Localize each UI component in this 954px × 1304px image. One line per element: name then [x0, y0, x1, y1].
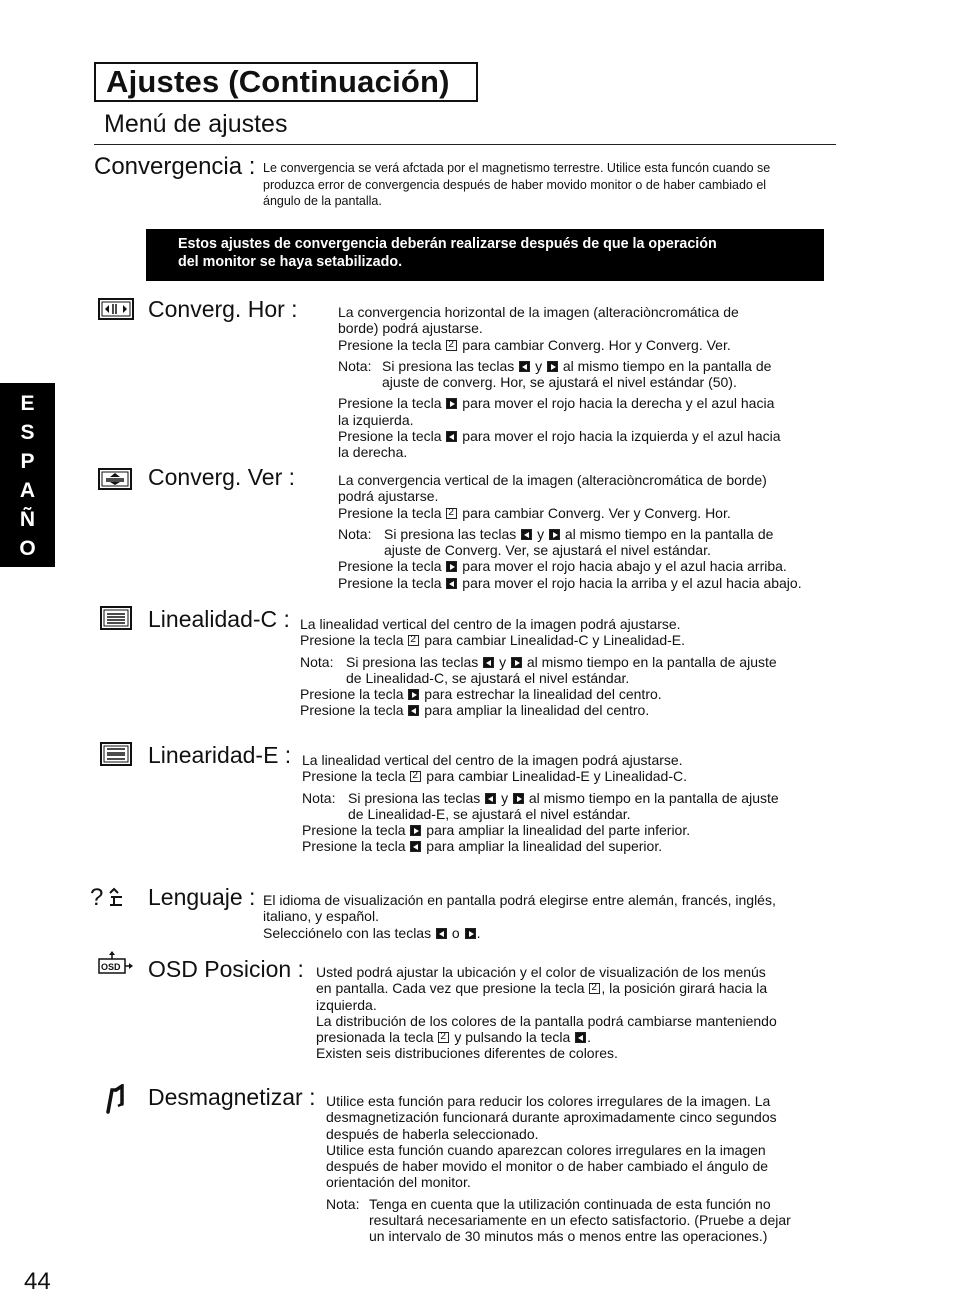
text-line: la izquierda. — [338, 411, 414, 428]
degauss-icon — [104, 1084, 130, 1114]
text-fragment: para mover el rojo hacia abajo y el azul hacia arriba. — [462, 558, 787, 575]
text-fragment: Presione la tecla — [338, 336, 442, 353]
text-line: Existen seis distribuciones diferentes de colores. — [316, 1045, 618, 1062]
note-text — [348, 790, 779, 823]
note-label: Nota: — [302, 789, 336, 806]
right-key-icon — [446, 398, 457, 409]
text-fragment: Presione la tecla — [338, 574, 442, 591]
text-line: borde) podrá ajustarse. — [338, 320, 483, 337]
header-rule — [94, 144, 836, 145]
text-line — [338, 337, 838, 353]
text-line: italiano, y español. — [263, 908, 379, 925]
key-2-icon — [408, 635, 419, 646]
osd-icon-label: OSD — [101, 962, 121, 972]
text-fragment: Presione la tecla — [300, 686, 404, 703]
horizontal-convergence-icon — [98, 298, 134, 320]
text-line: un intervalo de 30 minutos más o menos entre las operaciones.) — [369, 1228, 768, 1245]
text-line: La linealidad vertical del centro de la imagen podrá ajustarse. — [300, 616, 681, 632]
text-line — [348, 790, 779, 806]
converg-ver-heading: Converg. Ver : — [148, 464, 296, 490]
linearidad-e-body — [302, 752, 842, 855]
text-fragment: para mover el rojo hacia la izquierda y el azul hacia — [462, 428, 781, 445]
key-2-icon — [410, 771, 421, 782]
text-fragment: y pulsando la tecla — [454, 1029, 571, 1046]
page-title: Ajustes (Continuación) — [106, 64, 450, 99]
note-text — [384, 526, 773, 559]
text-line: Selecciónelo con las teclas o . — [263, 924, 481, 941]
side-tab-letter: E — [20, 392, 35, 415]
text-fragment: Si presiona las teclas — [384, 525, 517, 542]
convergencia-description — [263, 160, 823, 210]
text-line: Utilice esta función cuando aparezcan colores irregulares en la imagen — [326, 1141, 766, 1158]
text-fragment: para estrechar la linealidad del centro. — [424, 686, 662, 703]
note-block — [300, 654, 840, 687]
text-fragment: Presione la tecla — [300, 632, 404, 649]
note-text — [382, 358, 771, 391]
text-line — [300, 632, 840, 648]
osd-posicion-heading: OSD Posicion : — [148, 956, 304, 982]
warning-box — [146, 229, 824, 281]
right-key-icon — [511, 657, 522, 668]
text-line: La linealidad vertical del centro de la imagen podrá ajustarse. — [302, 752, 683, 768]
side-tab-letter: P — [20, 450, 35, 473]
text-line — [338, 558, 838, 574]
linearidad-e-heading: Linearidad-E : — [148, 742, 292, 768]
text-line — [302, 768, 842, 784]
text-line: Utilice esta función para reducir los colores irregulares de la imagen. La — [326, 1093, 771, 1109]
text-fragment: para cambiar Linealidad-C y Linealidad-E. — [424, 632, 685, 649]
left-key-icon — [446, 431, 457, 442]
linealidad-c-body — [300, 616, 840, 719]
converg-ver-body — [338, 472, 838, 591]
warning-line: Estos ajustes de convergencia deberán realizarse después de que la operación — [178, 236, 717, 252]
text-fragment: Selecciónelo con las teclas — [263, 924, 432, 941]
side-tab-letter: O — [19, 537, 36, 560]
convergencia-label: Convergencia : — [94, 153, 256, 180]
left-key-icon — [483, 657, 494, 668]
text-line: presionada la tecla 2 y pulsando la tecla . — [316, 1029, 836, 1045]
text-line: El idioma de visualización en pantalla podrá elegirse entre alemán, francés, inglés, — [263, 892, 776, 908]
note-text — [346, 654, 777, 687]
note-block — [326, 1196, 846, 1245]
text-line: izquierda. — [316, 996, 377, 1013]
svg-text:?: ? — [90, 884, 104, 911]
text-line — [338, 575, 838, 591]
note-label: Nota: — [326, 1195, 360, 1212]
text-fragment: y — [501, 789, 509, 806]
text-line — [302, 822, 842, 838]
text-line: de Linealidad-E, se ajustará el nivel estándar. — [348, 805, 631, 822]
lenguaje-heading: Lenguaje : — [148, 884, 256, 910]
text-fragment: Presione la tecla — [338, 504, 442, 521]
right-key-icon — [408, 689, 419, 700]
text-fragment: y — [537, 525, 545, 542]
text-fragment: para ampliar la linealidad del parte inferior. — [426, 822, 691, 839]
warning-line: del monitor se haya setabilizado. — [178, 253, 403, 270]
text-fragment: Presione la tecla — [302, 822, 406, 839]
text-line — [316, 980, 836, 996]
key-2-icon — [438, 1032, 449, 1043]
text-fragment: para ampliar la linealidad del centro. — [424, 702, 650, 719]
text-line — [300, 702, 840, 718]
convergencia-line: Le convergencia se verá afctada por el magnetismo terrestre. Utilice esta funcón cuando se — [263, 161, 771, 175]
right-key-icon — [513, 793, 524, 804]
text-line: ajuste de Converg. Ver, se ajustará el nivel estándar. — [384, 542, 711, 559]
text-fragment: Presione la tecla — [338, 428, 442, 445]
text-line — [346, 654, 777, 670]
text-fragment: al mismo tiempo en la pantalla de ajuste — [526, 653, 777, 670]
text-fragment: para ampliar la linealidad del superior. — [426, 838, 663, 855]
text-line: desmagnetización funcionará durante aproximadamente cinco segundos — [326, 1109, 777, 1126]
text-fragment: para cambiar Converg. Ver y Converg. Hor. — [462, 504, 731, 521]
osd-position-icon — [98, 950, 134, 978]
linealidad-c-heading: Linealidad-C : — [148, 606, 290, 632]
text-fragment: al mismo tiempo en la pantalla de — [564, 525, 774, 542]
key-2-icon — [446, 340, 457, 351]
key-2-icon — [446, 508, 457, 519]
language-icon — [90, 883, 138, 911]
text-fragment: para cambiar Linealidad-E y Linealidad-C. — [426, 768, 687, 785]
text-fragment: Presione la tecla — [302, 838, 406, 855]
text-fragment: y — [535, 357, 543, 374]
text-fragment: al mismo tiempo en la pantalla de ajuste — [528, 789, 779, 806]
left-key-icon — [410, 841, 421, 852]
text-fragment: o — [451, 924, 460, 941]
right-key-icon — [549, 529, 560, 540]
page-number: 44 — [24, 1268, 51, 1295]
text-fragment: Presione la tecla — [338, 395, 442, 412]
note-block — [302, 790, 842, 823]
right-key-icon — [547, 361, 558, 372]
left-key-icon — [408, 705, 419, 716]
right-key-icon — [410, 825, 421, 836]
side-tab-letter: Ñ — [19, 508, 36, 531]
text-line: ajuste de converg. Hor, se ajustará el nivel estándar (50). — [382, 374, 737, 391]
text-line: resultará necesariamente en un efecto satisfactorio. (Pruebe a dejar — [369, 1212, 791, 1229]
text-line: podrá ajustarse. — [338, 488, 439, 505]
text-line — [338, 428, 838, 444]
side-tab-letters — [0, 389, 55, 592]
osd-posicion-body — [316, 964, 836, 1062]
converg-hor-heading: Converg. Hor : — [148, 296, 298, 322]
text-fragment: Presione la tecla — [300, 702, 404, 719]
text-fragment: Si presiona las teclas — [382, 357, 515, 374]
text-line — [338, 395, 838, 411]
text-fragment: al mismo tiempo en la pantalla de — [562, 357, 772, 374]
note-block — [338, 358, 838, 391]
text-fragment: Si presiona las teclas — [348, 789, 481, 806]
vertical-convergence-icon — [98, 468, 132, 490]
text-line: después de haber movido el monitor o de haber cambiado el ángulo de — [326, 1158, 769, 1175]
convergencia-line: ángulo de la pantalla. — [263, 194, 382, 208]
text-fragment: Presione la tecla — [338, 558, 442, 575]
desmagnetizar-heading: Desmagnetizar : — [148, 1084, 316, 1110]
left-key-icon — [436, 928, 447, 939]
text-line: orientación del monitor. — [326, 1174, 471, 1191]
text-line — [384, 526, 773, 542]
left-key-icon — [519, 361, 530, 372]
text-fragment: , la posición girará hacia la — [601, 980, 768, 997]
text-fragment: para mover el rojo hacia la derecha y el azul hacia — [462, 395, 775, 412]
text-fragment: presionada la tecla — [316, 1029, 434, 1046]
text-fragment: Presione la tecla — [302, 768, 406, 785]
side-tab-letter: L — [21, 566, 34, 589]
lenguaje-body — [263, 892, 833, 941]
note-label: Nota: — [338, 525, 372, 542]
text-line — [382, 358, 771, 374]
desmagnetizar-body — [326, 1093, 846, 1245]
text-line: de Linealidad-C, se ajustará el nivel estándar. — [346, 669, 630, 686]
right-key-icon — [465, 928, 476, 939]
left-key-icon — [485, 793, 496, 804]
text-line: Tenga en cuenta que la utilización continuada de esta función no — [369, 1195, 771, 1212]
text-line — [338, 505, 838, 521]
key-2-icon — [589, 983, 600, 994]
text-line: Usted podrá ajustar la ubicación y el color de visualización de los menús — [316, 964, 766, 980]
text-line: La distribución de los colores de la pantalla podrá cambiarse manteniendo — [316, 1012, 777, 1029]
left-key-icon — [575, 1032, 586, 1043]
left-key-icon — [446, 578, 457, 589]
center-linearity-icon — [100, 606, 132, 630]
note-label: Nota: — [300, 653, 334, 670]
text-fragment: y — [499, 653, 507, 670]
text-fragment: para cambiar Converg. Hor y Converg. Ver. — [462, 336, 731, 353]
note-label: Nota: — [338, 357, 372, 374]
side-tab-letter: A — [19, 479, 36, 502]
text-line — [300, 686, 840, 702]
text-line: La convergencia vertical de la imagen (alteraciòncromática de borde) — [338, 472, 767, 488]
note-text — [369, 1196, 791, 1245]
text-fragment: para mover el rojo hacia la arriba y el azul hacia abajo. — [462, 574, 802, 591]
edge-linearity-icon — [100, 742, 132, 766]
left-key-icon — [521, 529, 532, 540]
right-key-icon — [446, 561, 457, 572]
text-line: después de haberla seleccionado. — [326, 1125, 539, 1142]
side-tab-letter: S — [20, 421, 35, 444]
page-subtitle: Menú de ajustes — [104, 110, 288, 138]
text-fragment: en pantalla. Cada vez que presione la tecla — [316, 980, 585, 997]
text-line: La convergencia horizontal de la imagen (alteraciòncromática de — [338, 304, 739, 320]
converg-hor-body — [338, 304, 838, 461]
text-fragment: Si presiona las teclas — [346, 653, 479, 670]
note-block — [338, 526, 838, 559]
text-line: la derecha. — [338, 444, 408, 461]
convergencia-line: produzca error de convergencia después de haber movido monitor o de haber cambiado el — [263, 177, 767, 192]
text-line — [302, 838, 842, 854]
